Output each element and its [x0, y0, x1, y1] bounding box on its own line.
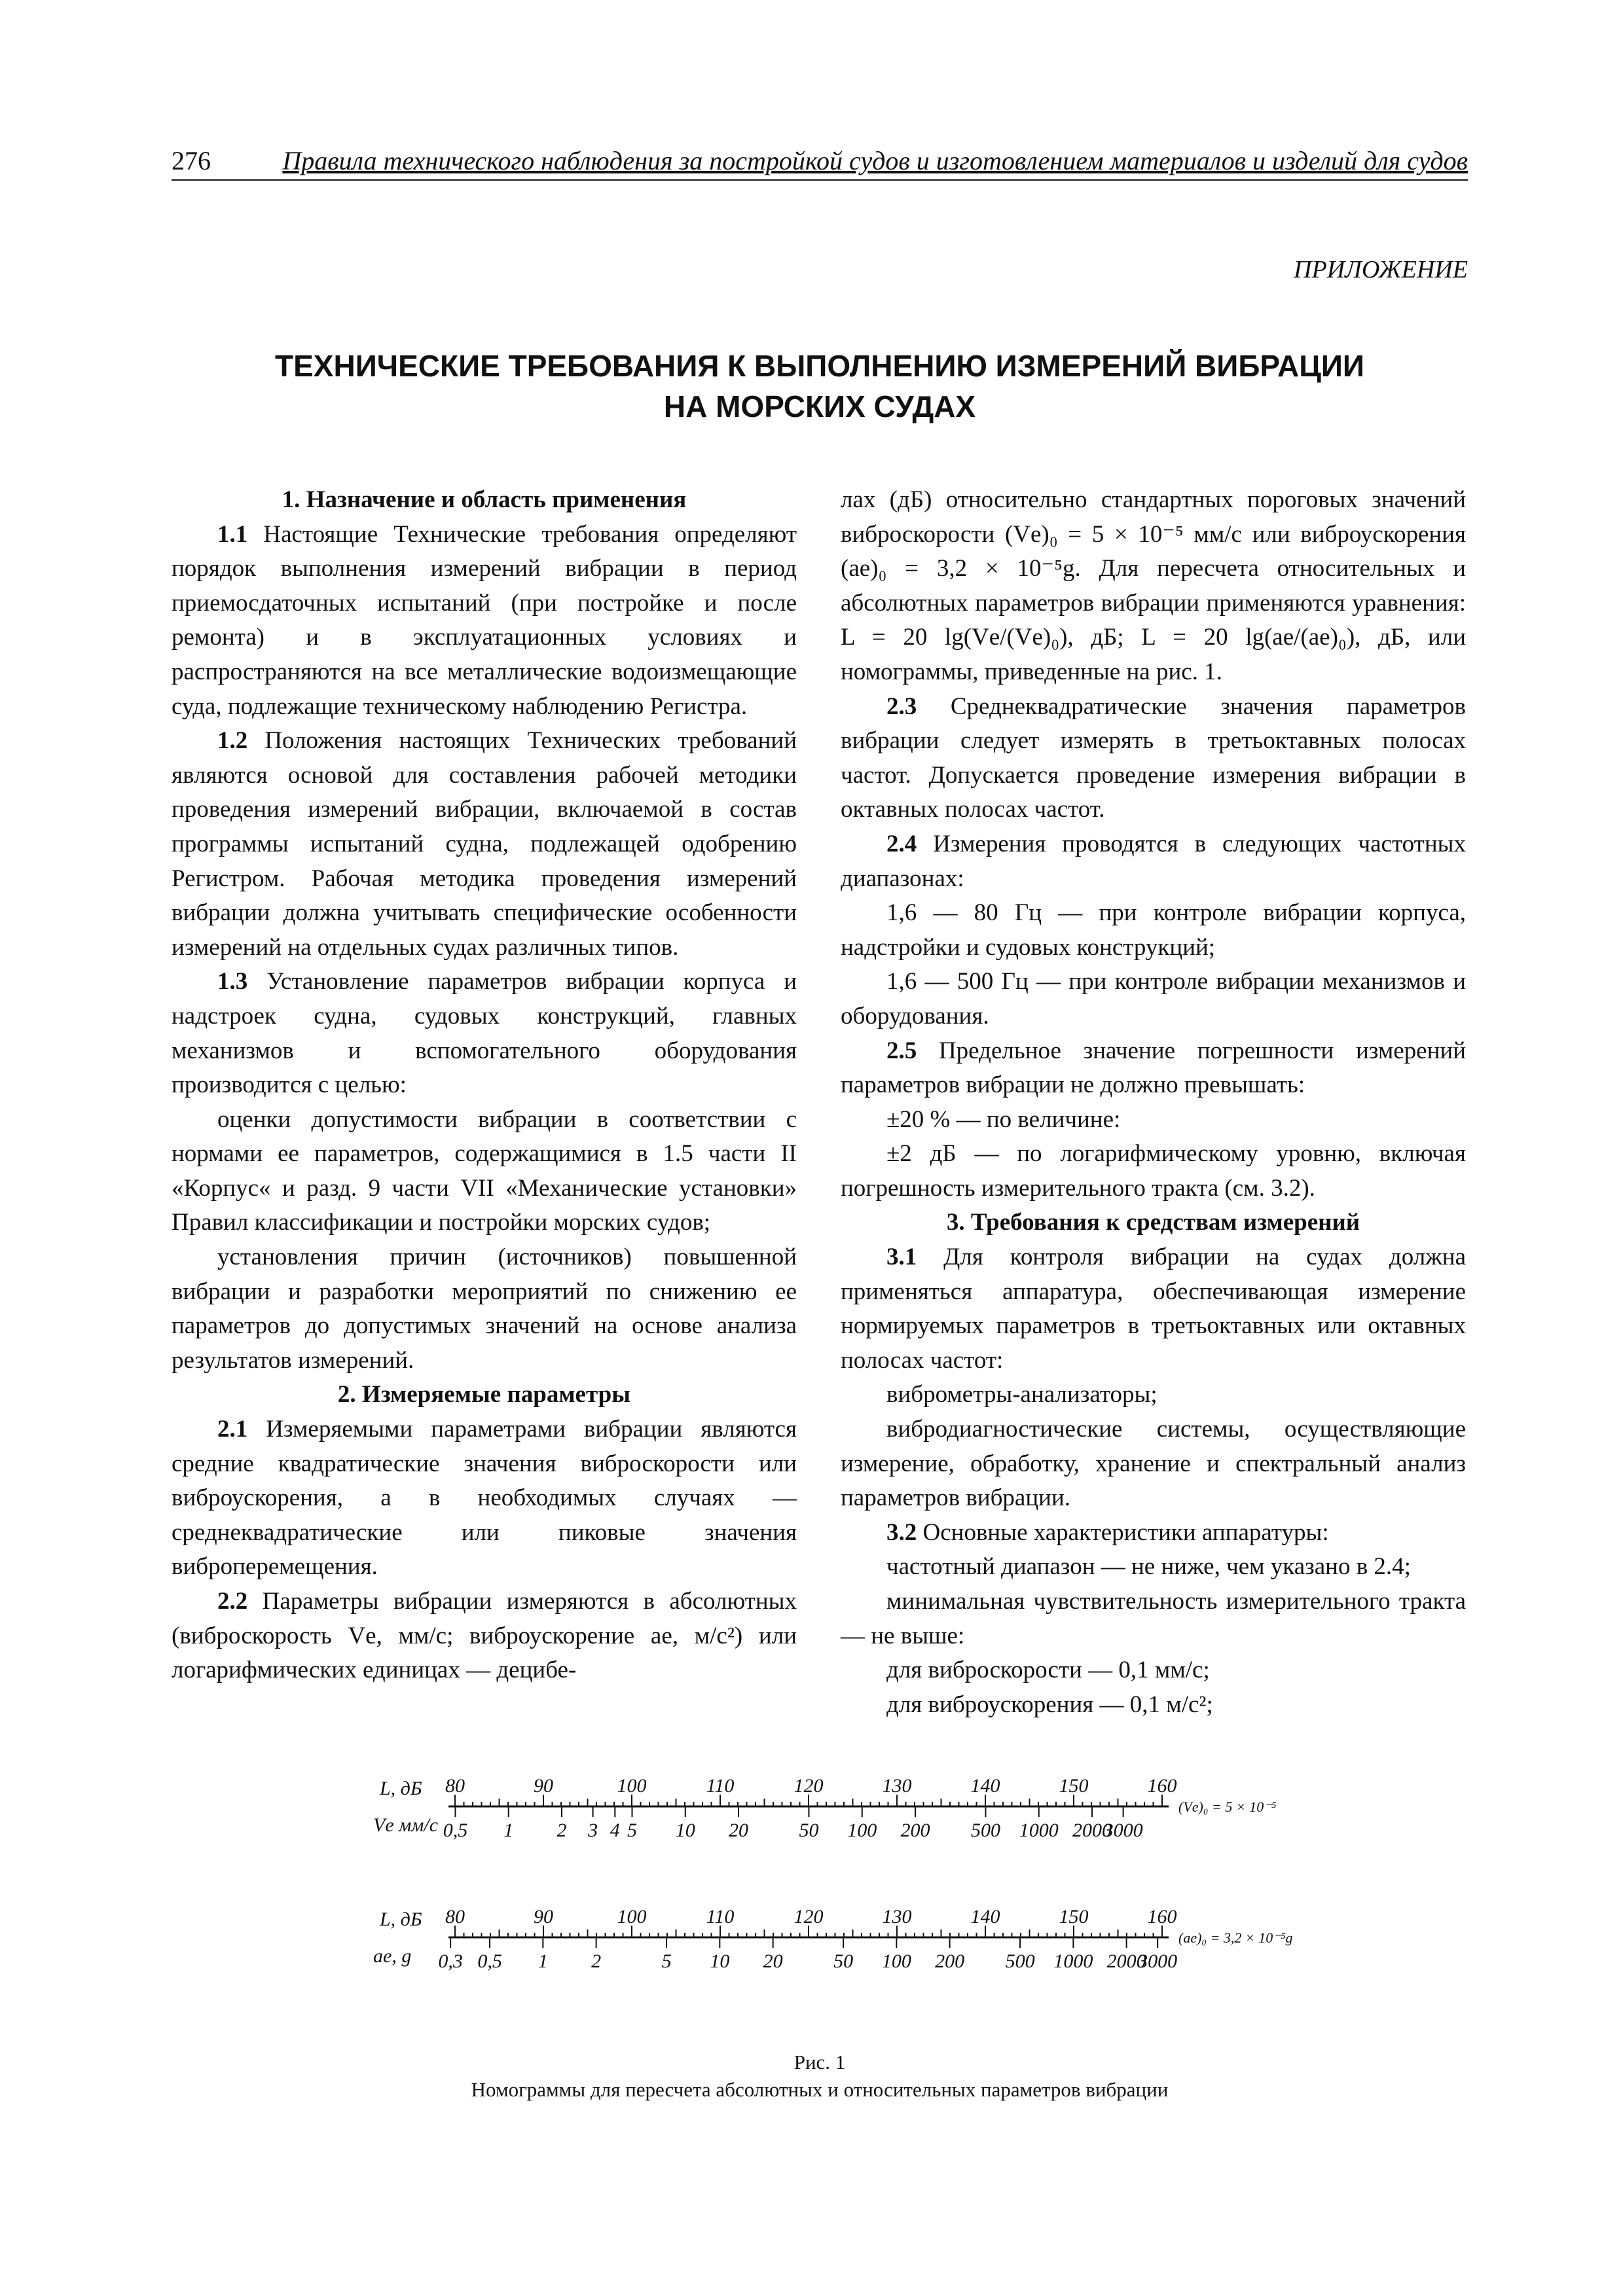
unit-tick-label: 200	[935, 1950, 965, 1972]
section-2-heading: 2. Измеряемые параметры	[337, 1381, 631, 1408]
unit-tick-label: 20	[763, 1950, 783, 1972]
unit-tick-label: 1	[503, 1820, 514, 1841]
db-tick-label: 120	[793, 1775, 824, 1797]
unit-tick-label: 100	[881, 1950, 911, 1972]
clause-text: Основные характеристики аппаратуры:	[917, 1518, 1329, 1546]
clause-number: 2.2	[217, 1588, 248, 1615]
running-title: Правила технического наблюдения за постройкой судов и изготовлением материалов и изделий для судов	[282, 146, 1468, 175]
unit-tick-label: 0,5	[443, 1820, 468, 1841]
clause-number: 1.1	[217, 520, 248, 548]
db-tick-label: 140	[970, 1906, 1000, 1928]
clause-text: Установление параметров вибрации корпуса и надстроек судна, судовых конструкций, главных механизмов и вспомогательного оборудования производится с целью:	[172, 968, 797, 1099]
clause-text: Измеряемыми параметрами вибрации являются средние квадратические значения виброскорости или виброускорения, а в необходимых случаях — среднеквадратические или пиковые значения виброперемещения.	[172, 1416, 797, 1581]
paragraph-2-5-b: ±2 дБ — по логарифмическому уровню, включая погрешность измерительного тракта (см. 3.2).	[841, 1140, 1466, 1202]
paragraph-3-1-a: виброметры-анализаторы;	[886, 1381, 1158, 1408]
db-tick-label: 160	[1147, 1775, 1177, 1797]
unit-tick-label: 5	[661, 1950, 672, 1972]
unit-tick-label: 50	[833, 1950, 854, 1972]
unit-axis-label: Vе мм/с	[373, 1814, 439, 1836]
db-tick-label: 150	[1059, 1906, 1089, 1928]
unit-tick-label: 50	[799, 1820, 819, 1841]
paragraph-2-5-a: ±20 % — по величине:	[886, 1105, 1121, 1133]
db-tick-label: 130	[882, 1906, 912, 1928]
db-tick-label: 150	[1059, 1775, 1089, 1797]
clause-text: Предельное значение погрешности измерений параметров вибрации не должно превышать:	[841, 1037, 1466, 1099]
unit-tick-label: 2	[556, 1820, 567, 1841]
paragraph-3-1	[841, 1240, 1466, 1378]
paragraph-1-1	[172, 518, 797, 725]
clause-text: Положения настоящих Технических требований являются основой для составления рабочей методики проведения измерений вибрации, включаемой в состав программы испытаний судна, подлежащей одобрению Регистром. Рабочая методика проведения измерений вибрации должна учитывать специфические особенности измерений на отдельных судах различных типов.	[172, 727, 797, 961]
reference-value-label: (aе)₀ = 3,2 × 10⁻⁵g	[1178, 1929, 1293, 1946]
reference-value-label: (Vе)₀ = 5 × 10⁻⁵	[1178, 1799, 1277, 1815]
figure-caption-text: Номограммы для пересчета абсолютных и относительных параметров вибрации	[471, 2078, 1169, 2101]
paragraph-2-5	[841, 1034, 1466, 1103]
clause-number: 2.3	[886, 692, 917, 720]
unit-tick-label: 10	[675, 1820, 695, 1841]
acceleration-nomogram-scale	[373, 1906, 1293, 1972]
db-tick-label: 160	[1147, 1906, 1177, 1928]
paragraph-2-4	[841, 827, 1466, 896]
clause-number: 2.1	[217, 1416, 248, 1443]
paragraph-3-2	[841, 1516, 1466, 1551]
clause-text: Среднеквадратические значения параметров вибрации следует измерять в третьоктавных полосах частот. Допускается проведение измерения вибрации в октавных полосах частот.	[841, 692, 1466, 823]
paragraph-3-2-b: минимальная чувствительность измерительного тракта — не выше:	[841, 1588, 1466, 1649]
db-tick-label: 130	[882, 1775, 912, 1797]
unit-tick-label: 3	[588, 1820, 598, 1841]
page-number: 276	[172, 146, 211, 175]
paragraph-2-2	[172, 1585, 797, 1688]
paragraph-3-2-a: частотный диапазон — не ниже, чем указано в 2.4;	[886, 1553, 1411, 1581]
clause-text: Настоящие Технические требования определяют порядок выполнения измерений вибрации в период приемосдаточных испытаний (при постройке и после ремонта) и в эксплуатационных условиях и распространяются на все металлические водоизмещающие суда, подлежащие техническому наблюдению Регистра.	[172, 520, 797, 720]
paragraph-3-2-d: для виброускорения — 0,1 м/с²;	[886, 1691, 1213, 1718]
document-title	[172, 346, 1468, 427]
paragraph-2-3	[841, 690, 1466, 827]
db-tick-label: 100	[617, 1906, 647, 1928]
clause-number: 2.5	[886, 1037, 917, 1064]
paragraph-2-2-continued: лах (дБ) относительно стандартных пороговых значений виброскорости (Vе)₀ = 5 × 10⁻⁵ мм/с или виброускорения (aе)₀ = 3,2 × 10⁻⁵g. Для пересчета относительных и абсолютных параметров вибрации применяются уравнения: L = 20 lg(Vе/(Vе)₀), дБ; L = 20 lg(aе/(aе)₀), дБ, или номограммы, приведенные на рис. 1.	[841, 486, 1466, 685]
db-tick-label: 80	[445, 1775, 465, 1797]
unit-tick-label: 5	[627, 1820, 637, 1841]
clause-text: Для контроля вибрации на судах должна применяться аппаратура, обеспечивающая измерение нормируемых параметров в третьоктавных или октавных полосах частот:	[841, 1244, 1466, 1374]
paragraph-3-2-c: для виброскорости — 0,1 мм/с;	[886, 1657, 1210, 1684]
db-tick-label: 120	[793, 1906, 824, 1928]
db-tick-label: 110	[706, 1775, 735, 1797]
paragraph-2-1	[172, 1412, 797, 1585]
unit-tick-label: 2000	[1072, 1820, 1112, 1841]
velocity-nomogram-scale	[373, 1775, 1277, 1841]
unit-tick-label: 3000	[1103, 1820, 1143, 1841]
clause-text: Параметры вибрации измеряются в абсолютных (виброскорость Vе, мм/с; виброускорение aе, м/с²) или логарифмических единицах — децибе-	[172, 1588, 797, 1684]
section-3-heading: 3. Требования к средствам измерений	[946, 1209, 1360, 1236]
unit-axis-label: aе, g	[373, 1945, 412, 1967]
unit-tick-label: 3000	[1138, 1950, 1178, 1972]
unit-tick-label: 500	[1005, 1950, 1035, 1972]
paragraph-3-1-b: вибродиагностические системы, осуществляющие измерение, обработку, хранение и спектральный анализ параметров вибрации.	[841, 1416, 1466, 1512]
running-header	[172, 145, 1468, 181]
unit-tick-label: 500	[970, 1820, 1000, 1841]
paragraph-1-2	[172, 724, 797, 965]
unit-tick-label: 20	[729, 1820, 749, 1841]
unit-tick-label: 1000	[1019, 1820, 1059, 1841]
title-line-2: НА МОРСКИХ СУДАХ	[663, 389, 976, 423]
nomogram-figure	[327, 1754, 1336, 2016]
paragraph-2-4-b: 1,6 — 500 Гц — при контроле вибрации механизмов и оборудования.	[841, 968, 1466, 1030]
unit-tick-label: 0,3	[438, 1950, 463, 1972]
clause-number: 1.2	[217, 727, 248, 755]
db-tick-label: 80	[445, 1906, 465, 1928]
clause-number: 3.1	[886, 1244, 917, 1271]
db-tick-label: 110	[706, 1906, 735, 1928]
paragraph-1-3-a: оценки допустимости вибрации в соответствии с нормами ее параметров, содержащимися в 1.5 части II «Корпус« и разд. 9 части VII «Механические установки» Правил классификации и постройки морских судов;	[172, 1105, 797, 1236]
clause-number: 1.3	[217, 968, 248, 996]
unit-tick-label: 2	[591, 1950, 602, 1972]
right-column	[841, 483, 1466, 1722]
unit-tick-label: 2000	[1106, 1950, 1146, 1972]
paragraph-2-4-a: 1,6 — 80 Гц — при контроле вибрации корпуса, надстройки и судовых конструкций;	[841, 899, 1466, 961]
unit-tick-label: 100	[847, 1820, 877, 1841]
db-tick-label: 140	[970, 1775, 1000, 1797]
unit-tick-label: 4	[610, 1820, 620, 1841]
figure-caption	[172, 2049, 1468, 2104]
paragraph-1-3	[172, 965, 797, 1102]
db-tick-label: 90	[534, 1775, 553, 1797]
unit-tick-label: 10	[710, 1950, 730, 1972]
db-tick-label: 90	[534, 1906, 553, 1928]
unit-tick-label: 0,5	[477, 1950, 502, 1972]
section-1-heading: 1. Назначение и область применения	[282, 486, 687, 513]
appendix-label: ПРИЛОЖЕНИЕ	[1294, 256, 1468, 283]
clause-number: 3.2	[886, 1518, 917, 1546]
unit-tick-label: 200	[900, 1820, 930, 1841]
clause-text: Измерения проводятся в следующих частотных диапазонах:	[841, 830, 1466, 892]
paragraph-1-3-b: установления причин (источников) повышенной вибрации и разработки мероприятий по снижению ее параметров до допустимых значений на основе анализа результатов измерений.	[172, 1244, 797, 1374]
db-axis-label: L, дБ	[380, 1909, 422, 1930]
db-tick-label: 100	[617, 1775, 647, 1797]
figure-caption-title: Рис. 1	[793, 2051, 846, 2073]
left-column	[172, 483, 797, 1688]
title-line-1: ТЕХНИЧЕСКИЕ ТРЕБОВАНИЯ К ВЫПОЛНЕНИЮ ИЗМЕРЕНИЙ ВИБРАЦИИ	[275, 349, 1364, 383]
clause-number: 2.4	[886, 830, 917, 857]
unit-tick-label: 1	[538, 1950, 548, 1972]
unit-tick-label: 1000	[1053, 1950, 1093, 1972]
db-axis-label: L, дБ	[380, 1778, 422, 1799]
